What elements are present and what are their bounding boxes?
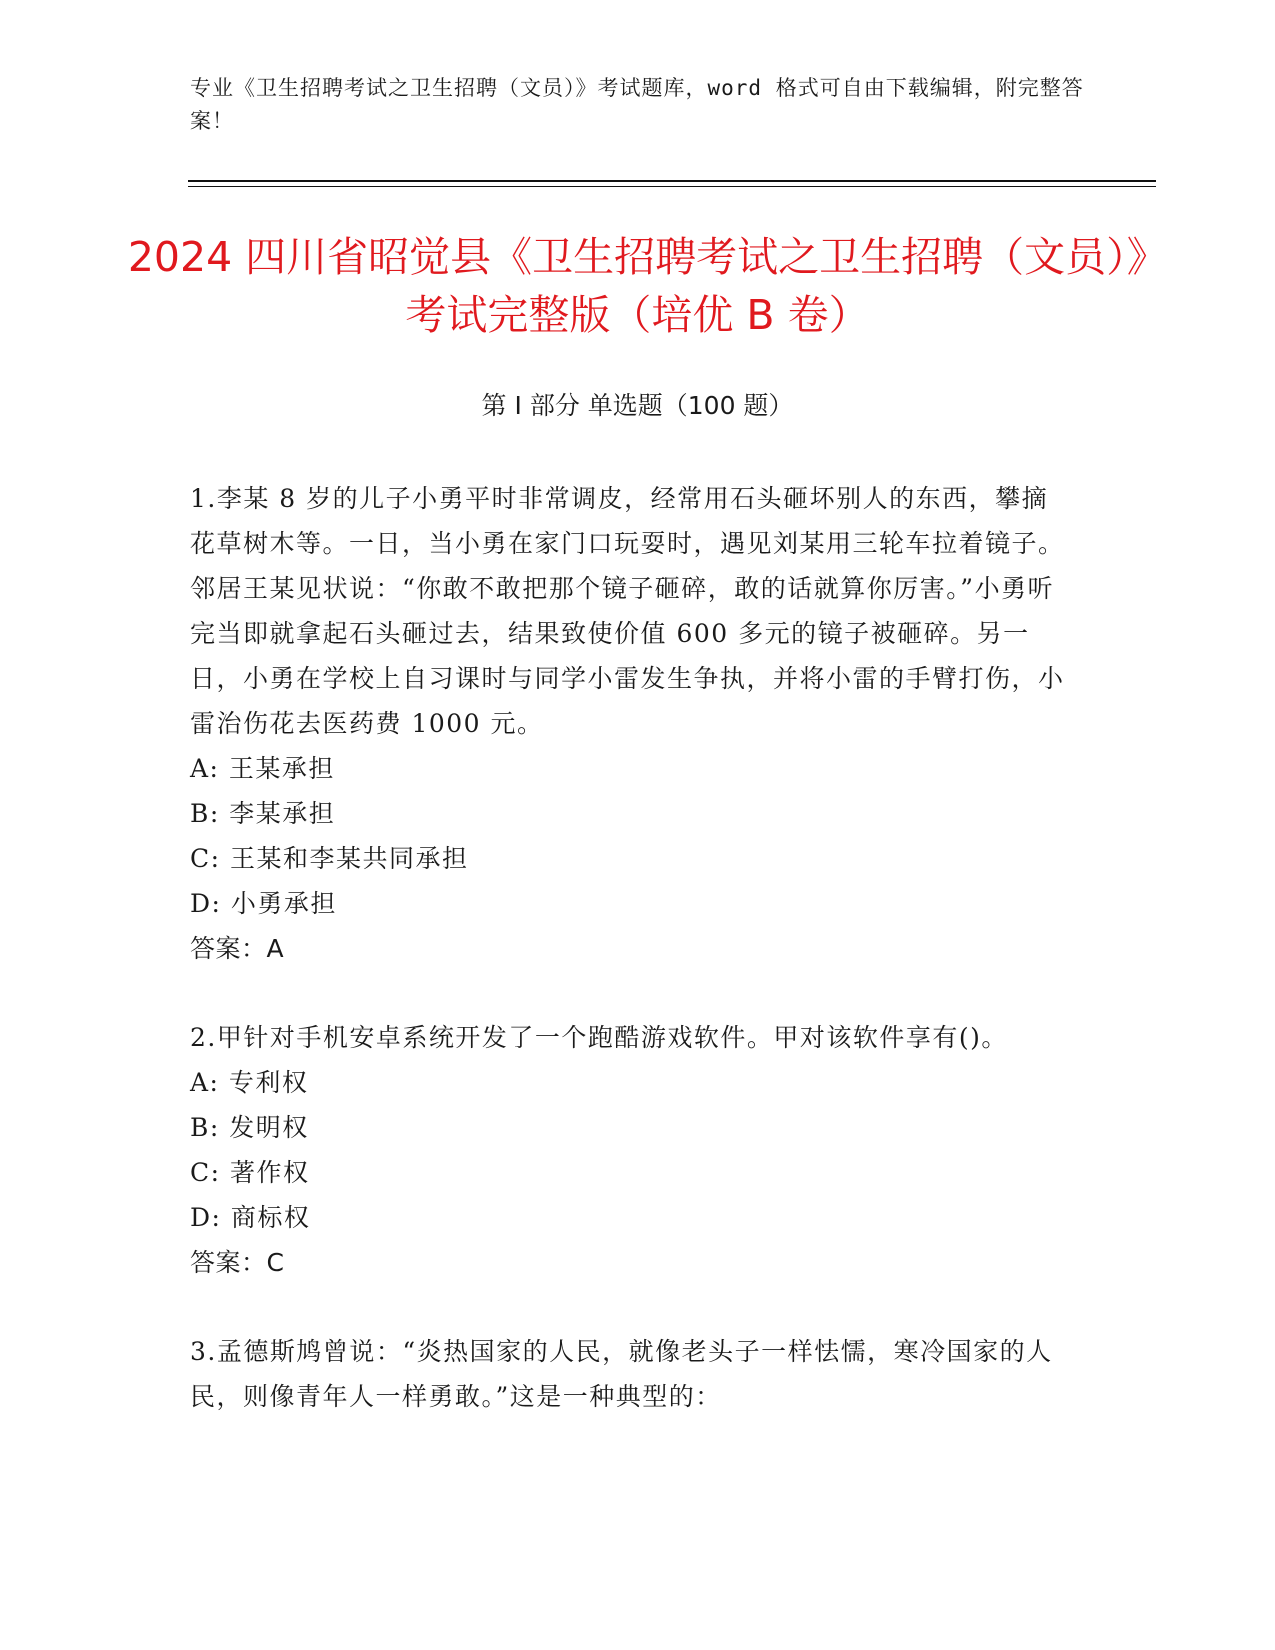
question-1 bbox=[190, 476, 1070, 971]
question-3 bbox=[190, 1329, 1070, 1419]
option-c: C: 著作权 bbox=[190, 1158, 310, 1187]
question-stem: 1.李某 8 岁的儿子小勇平时非常调皮，经常用石头砸坏别人的东西，攀摘花草树木等。一日，当小勇在家门口玩耍时，遇见刘某用三轮车拉着镜子。邻居王某见状说：“你敢不敢把那个镜子砸碎，敢的话就算你厉害。”小勇听完当即就拿起石头砸过去，结果致使价值 600 多元的镜子被砸碎。另一日，小勇在学校上自习课时与同学小雷发生争执，并将小雷的手臂打伤，小雷治伤花去医药费 1000 元。 bbox=[190, 484, 1065, 738]
answer: 答案：A bbox=[190, 934, 285, 963]
option-b: B: 李某承担 bbox=[190, 799, 336, 828]
option-b: B: 发明权 bbox=[190, 1113, 309, 1142]
question-list bbox=[190, 476, 1070, 1463]
question-2 bbox=[190, 1015, 1070, 1285]
option-c: C: 王某和李某共同承担 bbox=[190, 844, 469, 873]
section-heading: 第 I 部分 单选题（100 题） bbox=[481, 391, 794, 420]
question-stem: 3.孟德斯鸠曾说：“炎热国家的人民，就像老头子一样怯懦，寒冷国家的人民，则像青年人一样勇敢。”这是一种典型的： bbox=[190, 1337, 1053, 1411]
option-a: A: 专利权 bbox=[190, 1068, 309, 1097]
option-d: D: 小勇承担 bbox=[190, 889, 337, 918]
document-title: 2024 四川省昭觉县《卫生招聘考试之卫生招聘（文员）》考试完整版（培优 B 卷） bbox=[127, 233, 1148, 339]
header-divider bbox=[188, 180, 1156, 182]
option-d: D: 商标权 bbox=[190, 1203, 311, 1232]
answer: 答案：C bbox=[190, 1248, 285, 1277]
header-note: 专业《卫生招聘考试之卫生招聘（文员）》考试题库，word 格式可自由下载编辑，附完整答案！ bbox=[190, 76, 1084, 133]
question-stem: 2.甲针对手机安卓系统开发了一个跑酷游戏软件。甲对该软件享有()。 bbox=[190, 1023, 1008, 1052]
option-a: A: 王某承担 bbox=[190, 754, 335, 783]
header-divider-thin bbox=[188, 186, 1156, 187]
